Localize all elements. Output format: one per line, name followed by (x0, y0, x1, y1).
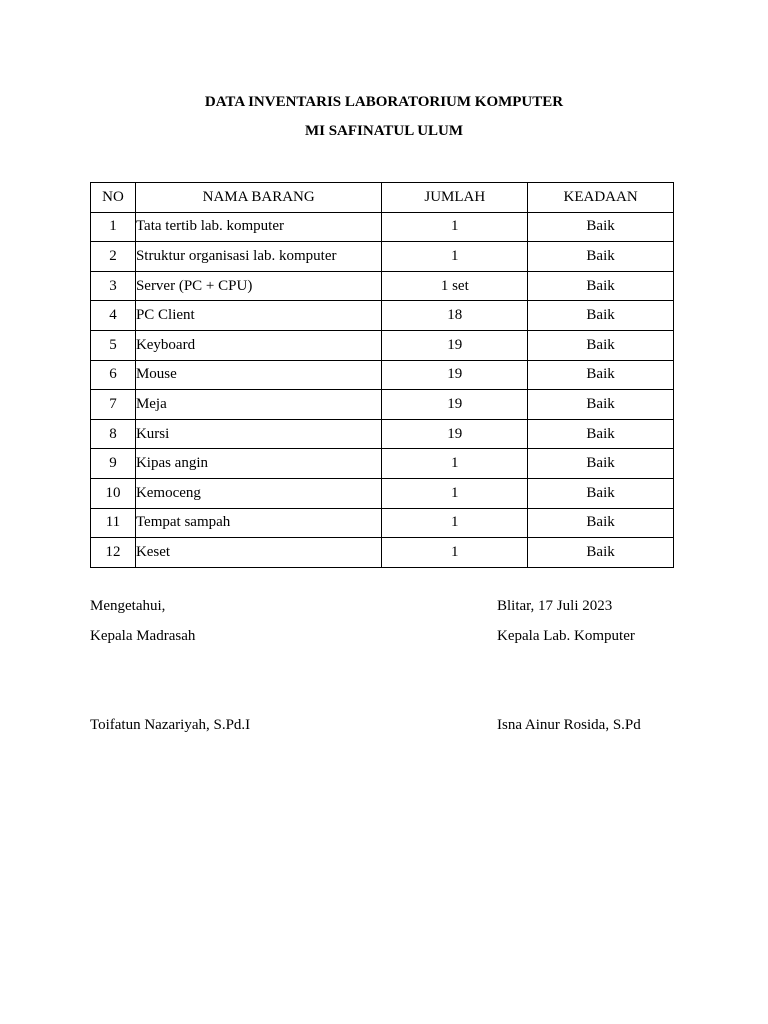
right-signer-name: Isna Ainur Rosida, S.Pd (497, 717, 641, 733)
cell-keadaan: Baik (528, 330, 674, 360)
document-title: DATA INVENTARIS LABORATORIUM KOMPUTER (204, 94, 564, 110)
cell-nama-barang: Tata tertib lab. komputer (135, 212, 381, 242)
table-row (91, 360, 674, 390)
cell-jumlah: 18 (382, 301, 528, 331)
table-header-row (91, 183, 674, 213)
table-row (91, 390, 674, 420)
cell-nama-barang: Mouse (135, 360, 381, 390)
cell-nama-barang: Kursi (135, 419, 381, 449)
cell-nama-barang: Keyboard (135, 330, 381, 360)
left-signer-name: Toifatun Nazariyah, S.Pd.I (90, 717, 251, 733)
cell-no: 4 (91, 301, 136, 331)
table-row (91, 271, 674, 301)
table-row (91, 538, 674, 568)
cell-keadaan: Baik (528, 478, 674, 508)
document-subtitle: MI SAFINATUL ULUM (304, 123, 464, 139)
cell-nama-barang: Kemoceng (135, 478, 381, 508)
cell-nama-barang: Kipas angin (135, 449, 381, 479)
cell-keadaan: Baik (528, 390, 674, 420)
cell-no: 10 (91, 478, 136, 508)
cell-no: 8 (91, 419, 136, 449)
cell-jumlah: 19 (382, 330, 528, 360)
cell-jumlah: 1 (382, 478, 528, 508)
header-nama-barang: NAMA BARANG (135, 183, 381, 213)
cell-jumlah: 19 (382, 390, 528, 420)
cell-keadaan: Baik (528, 212, 674, 242)
cell-jumlah: 1 (382, 449, 528, 479)
right-signer-position: Kepala Lab. Komputer (497, 628, 635, 644)
cell-jumlah: 1 set (382, 271, 528, 301)
header-keadaan: KEADAAN (528, 183, 674, 213)
place-and-date: Blitar, 17 Juli 2023 (497, 598, 613, 614)
cell-no: 7 (91, 390, 136, 420)
left-signer-position: Kepala Madrasah (90, 628, 196, 644)
cell-no: 12 (91, 538, 136, 568)
cell-nama-barang: Meja (135, 390, 381, 420)
header-no: NO (91, 183, 136, 213)
cell-keadaan: Baik (528, 360, 674, 390)
cell-no: 5 (91, 330, 136, 360)
cell-no: 2 (91, 242, 136, 272)
cell-no: 6 (91, 360, 136, 390)
table-row (91, 212, 674, 242)
cell-jumlah: 1 (382, 508, 528, 538)
cell-nama-barang: PC Client (135, 301, 381, 331)
inventory-table (90, 182, 674, 568)
header-jumlah: JUMLAH (382, 183, 528, 213)
cell-keadaan: Baik (528, 271, 674, 301)
left-acknowledgement-label: Mengetahui, (90, 598, 166, 614)
table-row (91, 419, 674, 449)
cell-keadaan: Baik (528, 242, 674, 272)
table-row (91, 330, 674, 360)
cell-jumlah: 1 (382, 242, 528, 272)
cell-no: 9 (91, 449, 136, 479)
cell-no: 3 (91, 271, 136, 301)
cell-jumlah: 1 (382, 212, 528, 242)
cell-jumlah: 19 (382, 419, 528, 449)
cell-no: 1 (91, 212, 136, 242)
cell-nama-barang: Struktur organisasi lab. komputer (135, 242, 381, 272)
table-row (91, 449, 674, 479)
cell-nama-barang: Keset (135, 538, 381, 568)
cell-no: 11 (91, 508, 136, 538)
cell-keadaan: Baik (528, 508, 674, 538)
table-row (91, 301, 674, 331)
cell-jumlah: 1 (382, 538, 528, 568)
table-row (91, 478, 674, 508)
cell-keadaan: Baik (528, 449, 674, 479)
cell-keadaan: Baik (528, 301, 674, 331)
cell-nama-barang: Tempat sampah (135, 508, 381, 538)
table-row (91, 242, 674, 272)
cell-jumlah: 19 (382, 360, 528, 390)
table-row (91, 508, 674, 538)
cell-keadaan: Baik (528, 538, 674, 568)
cell-nama-barang: Server (PC + CPU) (135, 271, 381, 301)
cell-keadaan: Baik (528, 419, 674, 449)
